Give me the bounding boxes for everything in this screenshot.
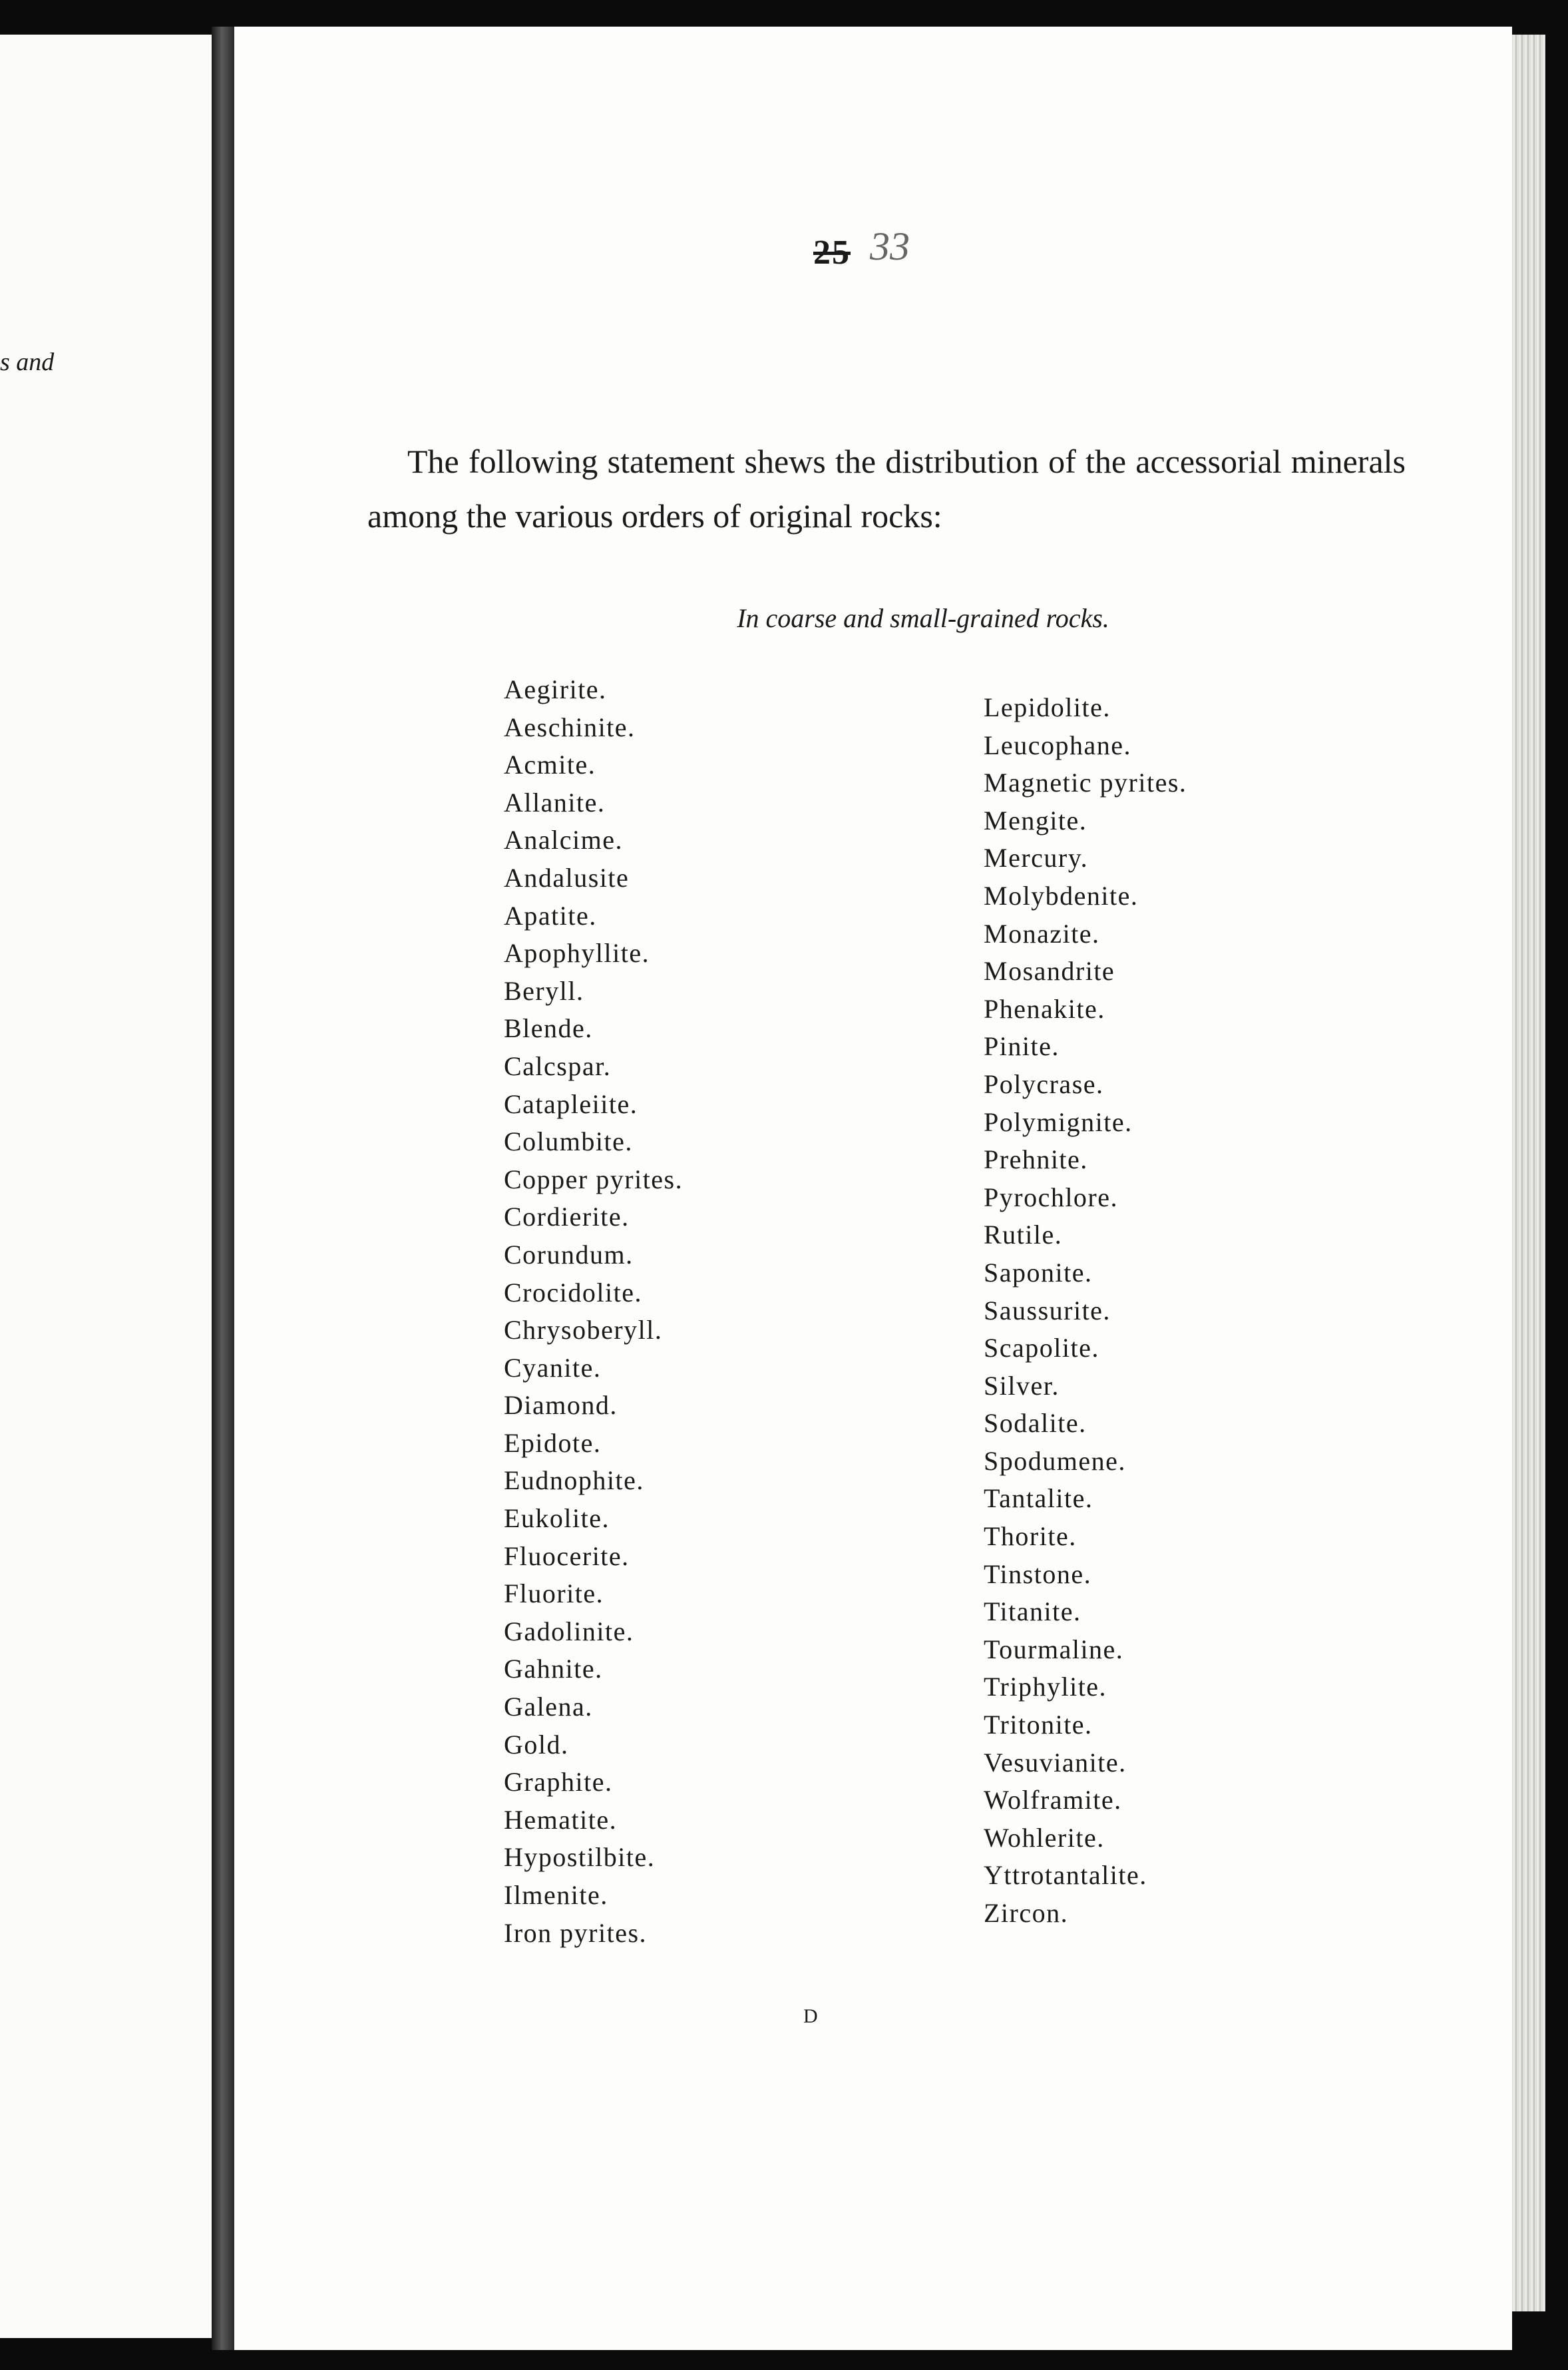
page-number-handwritten: 33 <box>870 224 910 268</box>
mineral-item: Diamond. <box>504 1390 618 1421</box>
mineral-item: Graphite. <box>504 1767 613 1797</box>
mineral-item: Magnetic pyrites. <box>984 768 1187 798</box>
mineral-item: Wolframite. <box>984 1785 1122 1815</box>
mineral-item: Rutile. <box>984 1220 1063 1250</box>
intro-paragraph: The following statement shews the distribution of the accessorial minerals among the various orders of original rocks: <box>367 443 1406 535</box>
mineral-item: Fluocerite. <box>504 1540 630 1571</box>
mineral-item: Sodalite. <box>984 1408 1087 1439</box>
mineral-item: Andalusite <box>504 862 630 893</box>
book-gutter <box>212 27 234 2350</box>
mineral-item: Acmite. <box>504 750 596 780</box>
mineral-item: Blende. <box>504 1013 593 1044</box>
mineral-item: Polymignite. <box>984 1106 1133 1137</box>
mineral-item: Calcspar. <box>504 1051 612 1081</box>
left-page-top-fragment: s and <box>0 348 55 376</box>
mineral-item: Galena. <box>504 1692 593 1722</box>
mineral-item: Tantalite. <box>984 1483 1093 1514</box>
mineral-item: Lepidolite. <box>984 692 1111 722</box>
mineral-item: Pyrochlore. <box>984 1182 1119 1212</box>
subheading: In coarse and small-grained rocks. <box>737 603 1109 633</box>
mineral-item: Mengite. <box>984 805 1087 835</box>
left-page <box>0 35 212 2338</box>
mineral-item: Catapleiite. <box>504 1088 638 1119</box>
right-page <box>234 27 1512 2350</box>
mineral-item: Ilmenite. <box>504 1880 608 1910</box>
mineral-item: Apatite. <box>504 900 597 931</box>
mineral-item: Molybdenite. <box>984 880 1139 911</box>
mineral-item: Epidote. <box>504 1427 602 1458</box>
mineral-list-left <box>504 671 683 1952</box>
mineral-item: Scapolite. <box>984 1333 1099 1363</box>
mineral-item: Eukolite. <box>504 1503 610 1534</box>
mineral-item: Monazite. <box>984 918 1100 949</box>
mineral-item: Mosandrite <box>984 956 1115 987</box>
page-edges <box>1512 35 1545 2311</box>
mineral-item: Thorite. <box>984 1521 1077 1552</box>
mineral-item: Iron pyrites. <box>504 1917 648 1948</box>
mineral-item: Hypostilbite. <box>504 1842 656 1873</box>
mineral-item: Mercury. <box>984 843 1089 873</box>
mineral-item: Allanite. <box>504 787 606 818</box>
mineral-item: Tritonite. <box>984 1710 1093 1740</box>
mineral-item: Yttrotantalite. <box>984 1860 1147 1891</box>
mineral-item: Cyanite. <box>504 1352 602 1383</box>
mineral-item: Tourmaline. <box>984 1634 1124 1664</box>
mineral-item: Wohlerite. <box>984 1822 1105 1853</box>
mineral-item: Phenakite. <box>984 993 1105 1024</box>
mineral-item: Corundum. <box>504 1239 634 1270</box>
mineral-item: Saussurite. <box>984 1295 1111 1325</box>
mineral-item: Beryll. <box>504 975 584 1006</box>
mineral-item: Zircon. <box>984 1898 1069 1928</box>
mineral-item: Aeschinite. <box>504 712 636 742</box>
mineral-item: Analcime. <box>504 825 623 855</box>
mineral-item: Gadolinite. <box>504 1616 634 1646</box>
mineral-item: Chrysoberyll. <box>504 1315 663 1345</box>
mineral-item: Hematite. <box>504 1804 618 1835</box>
mineral-item: Leucophane. <box>984 730 1131 760</box>
mineral-item: Spodumene. <box>984 1445 1126 1476</box>
mineral-item: Prehnite. <box>984 1144 1088 1175</box>
mineral-item: Eudnophite. <box>504 1465 644 1496</box>
signature-mark: D <box>803 2005 818 2027</box>
mineral-item: Aegirite. <box>504 674 607 704</box>
mineral-list-right <box>984 689 1187 1933</box>
mineral-item: Pinite. <box>984 1031 1060 1062</box>
mineral-item: Polycrase. <box>984 1068 1104 1099</box>
mineral-item: Fluorite. <box>504 1578 604 1609</box>
mineral-item: Titanite. <box>984 1596 1081 1627</box>
mineral-item: Tinstone. <box>984 1558 1092 1589</box>
mineral-item: Cordierite. <box>504 1202 630 1232</box>
mineral-item: Copper pyrites. <box>504 1164 684 1194</box>
mineral-item: Vesuvianite. <box>984 1747 1127 1778</box>
mineral-item: Gold. <box>504 1729 569 1760</box>
mineral-item: Silver. <box>984 1370 1060 1401</box>
mineral-item: Gahnite. <box>504 1654 603 1684</box>
mineral-item: Crocidolite. <box>504 1277 642 1307</box>
mineral-item: Columbite. <box>504 1126 633 1157</box>
page-number-printed: 25 <box>813 234 851 272</box>
mineral-item: Triphylite. <box>984 1672 1107 1702</box>
mineral-item: Apophyllite. <box>504 938 650 969</box>
mineral-item: Saponite. <box>984 1257 1093 1288</box>
